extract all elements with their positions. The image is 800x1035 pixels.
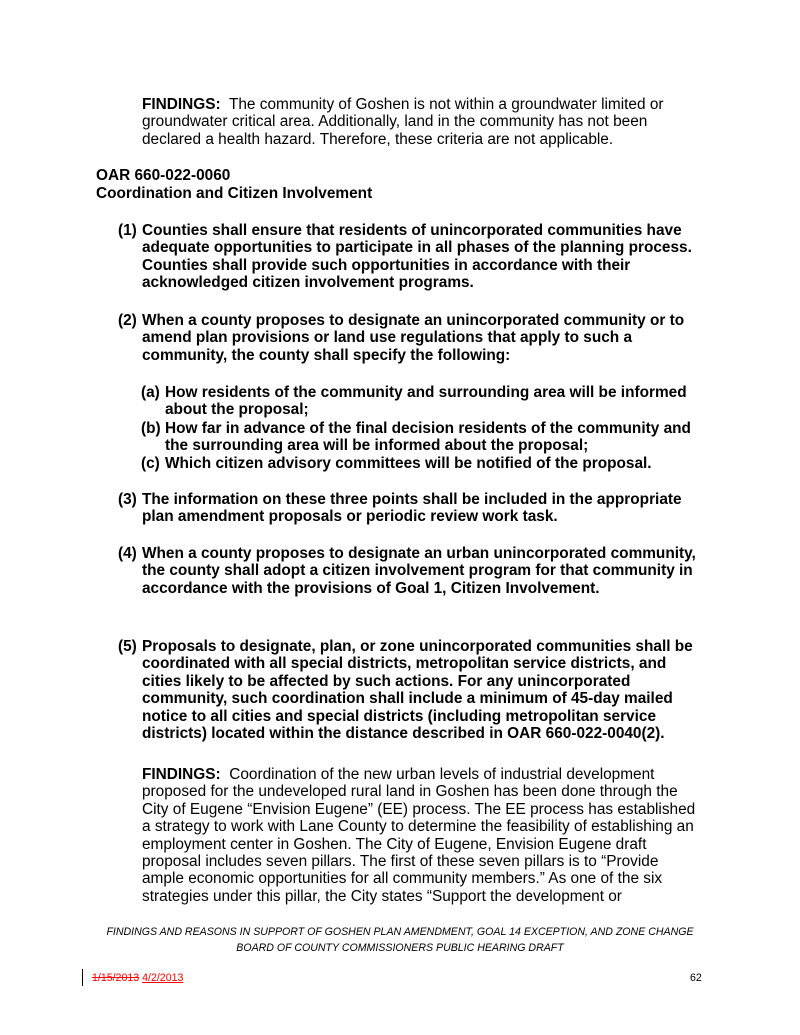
footer-title-line1: FINDINGS AND REASONS IN SUPPORT OF GOSHEN PLAN AMENDMENT, GOAL 14 EXCEPTION, AND ZONE CHANGE: [106, 926, 694, 938]
findings-main: [142, 766, 702, 905]
list-item: [118, 638, 708, 742]
item-text: The information on these three points shall be included in the appropriate plan amendment proposals or periodic review work task.: [142, 491, 682, 526]
sub-item-letter: (b): [141, 420, 161, 437]
sub-item: [141, 384, 711, 419]
sub-item: [141, 420, 711, 455]
item-text: Counties shall ensure that residents of unincorporated communities have adequate opportunities to participate in all phases of the planning process. Counties shall provide such opportunities in accordance with their acknowledged citizen involvement programs.: [142, 222, 692, 292]
revision-bar: [82, 969, 83, 986]
footer-date-old: 1/15/2013: [92, 972, 140, 984]
list-item: [118, 545, 708, 597]
section-code: OAR 660-022-0060: [96, 167, 231, 184]
item-number: (4): [118, 545, 137, 562]
item-number: (3): [118, 491, 137, 508]
findings-intro: [142, 96, 702, 148]
footer-date: [92, 972, 183, 985]
item-number: (1): [118, 222, 137, 239]
item-text: Proposals to designate, plan, or zone unincorporated communities shall be coordinated with all special districts, metropolitan service districts, and cities likely to be affected by such actions. For any unincorporated community, such coordination shall include a minimum of 45-day mailed notice to all cities and special districts (including metropolitan service districts) located within the distance described in OAR 660-022-0040(2).: [142, 638, 693, 743]
page-number: 62: [690, 972, 702, 984]
section-title: Coordination and Citizen Involvement: [96, 185, 373, 202]
item-number: (5): [118, 638, 137, 655]
footer-title-line2: BOARD OF COUNTY COMMISSIONERS PUBLIC HEARING DRAFT: [236, 942, 564, 954]
sub-item-text: Which citizen advisory committees will be notified of the proposal.: [165, 455, 652, 472]
findings-label: FINDINGS:: [142, 766, 221, 783]
footer-date-new: 4/2/2013: [142, 972, 184, 984]
item-number: (2): [118, 312, 137, 329]
list-item: [118, 312, 708, 364]
findings-text: The community of Goshen is not within a groundwater limited or groundwater critical area. Additionally, land in the community has not been declared a health hazard. Therefore, these criteria are not applicable.: [142, 96, 664, 148]
findings-text: Coordination of the new urban levels of industrial development proposed for the undeveloped rural land in Goshen has been done through the City of Eugene “Envision Eugene” (EE) process. The EE process has established a strategy to work with Lane County to determine the feasibility of establishing an employment center in Goshen. The City of Eugene, Envision Eugene draft proposal includes seven pillars. The first of these seven pillars is to “Provide ample economic opportunities for all community members.” As one of the six strategies under this pillar, the City states “Support the development or: [142, 766, 696, 905]
item-text: When a county proposes to designate an unincorporated community or to amend plan provisions or land use regulations that apply to such a community, the county shall specify the following:: [142, 312, 685, 364]
list-item: [118, 222, 708, 292]
sub-item-letter: (c): [141, 455, 160, 472]
sub-item-text: How residents of the community and surrounding area will be informed about the proposal;: [165, 384, 687, 419]
sub-item: [141, 455, 711, 472]
findings-label: FINDINGS:: [142, 96, 221, 113]
sub-item-letter: (a): [141, 384, 160, 401]
item-text: When a county proposes to designate an urban unincorporated community, the county shall adopt a citizen involvement program for that community in accordance with the provisions of Goal 1, Citizen Involvement.: [142, 545, 696, 597]
sub-item-text: How far in advance of the final decision residents of the community and the surrounding area will be informed about the proposal;: [165, 420, 691, 455]
list-item: [118, 491, 708, 526]
